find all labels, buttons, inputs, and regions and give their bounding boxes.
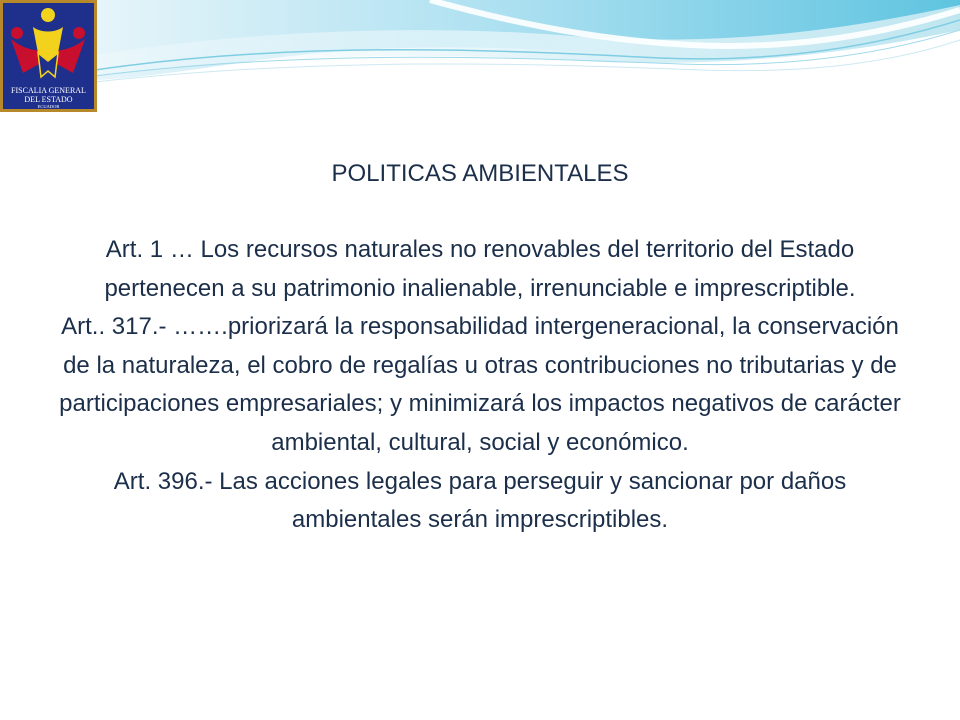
- fiscalia-logo: [0, 0, 97, 112]
- logo-figure-icon: [3, 3, 94, 85]
- wave-header-decoration: [0, 0, 960, 110]
- article-396: Art. 396.- Las acciones legales para perseguir y sancionar por daños ambientales serán imprescriptibles.: [113, 467, 847, 534]
- slide-title: POLITICAS AMBIENTALES: [331, 160, 629, 187]
- logo-text-line3: ECUADOR: [37, 104, 60, 109]
- title-spacer: [0, 193, 960, 231]
- article-317: Art.. 317.- …….priorizará la responsabilidad intergeneracional, la conservación de la naturaleza, el cobro de regalías u otras contribuciones no tributarias y de participaciones empresariales; y minimizará los impactos negativos de carácter ambiental, cultural, social y económico.: [59, 313, 901, 456]
- logo-text-line2: DEL ESTADO: [24, 95, 73, 104]
- slide-content: [0, 155, 960, 540]
- article-1: Art. 1 … Los recursos naturales no renovables del territorio del Estado pertenecen a su patrimonio inalienable, irrenunciable e imprescriptible.: [104, 236, 856, 302]
- articles-text: [50, 231, 910, 540]
- logo-emblem: [3, 3, 94, 109]
- logo-text-line1: FISCALIA GENERAL: [11, 86, 86, 95]
